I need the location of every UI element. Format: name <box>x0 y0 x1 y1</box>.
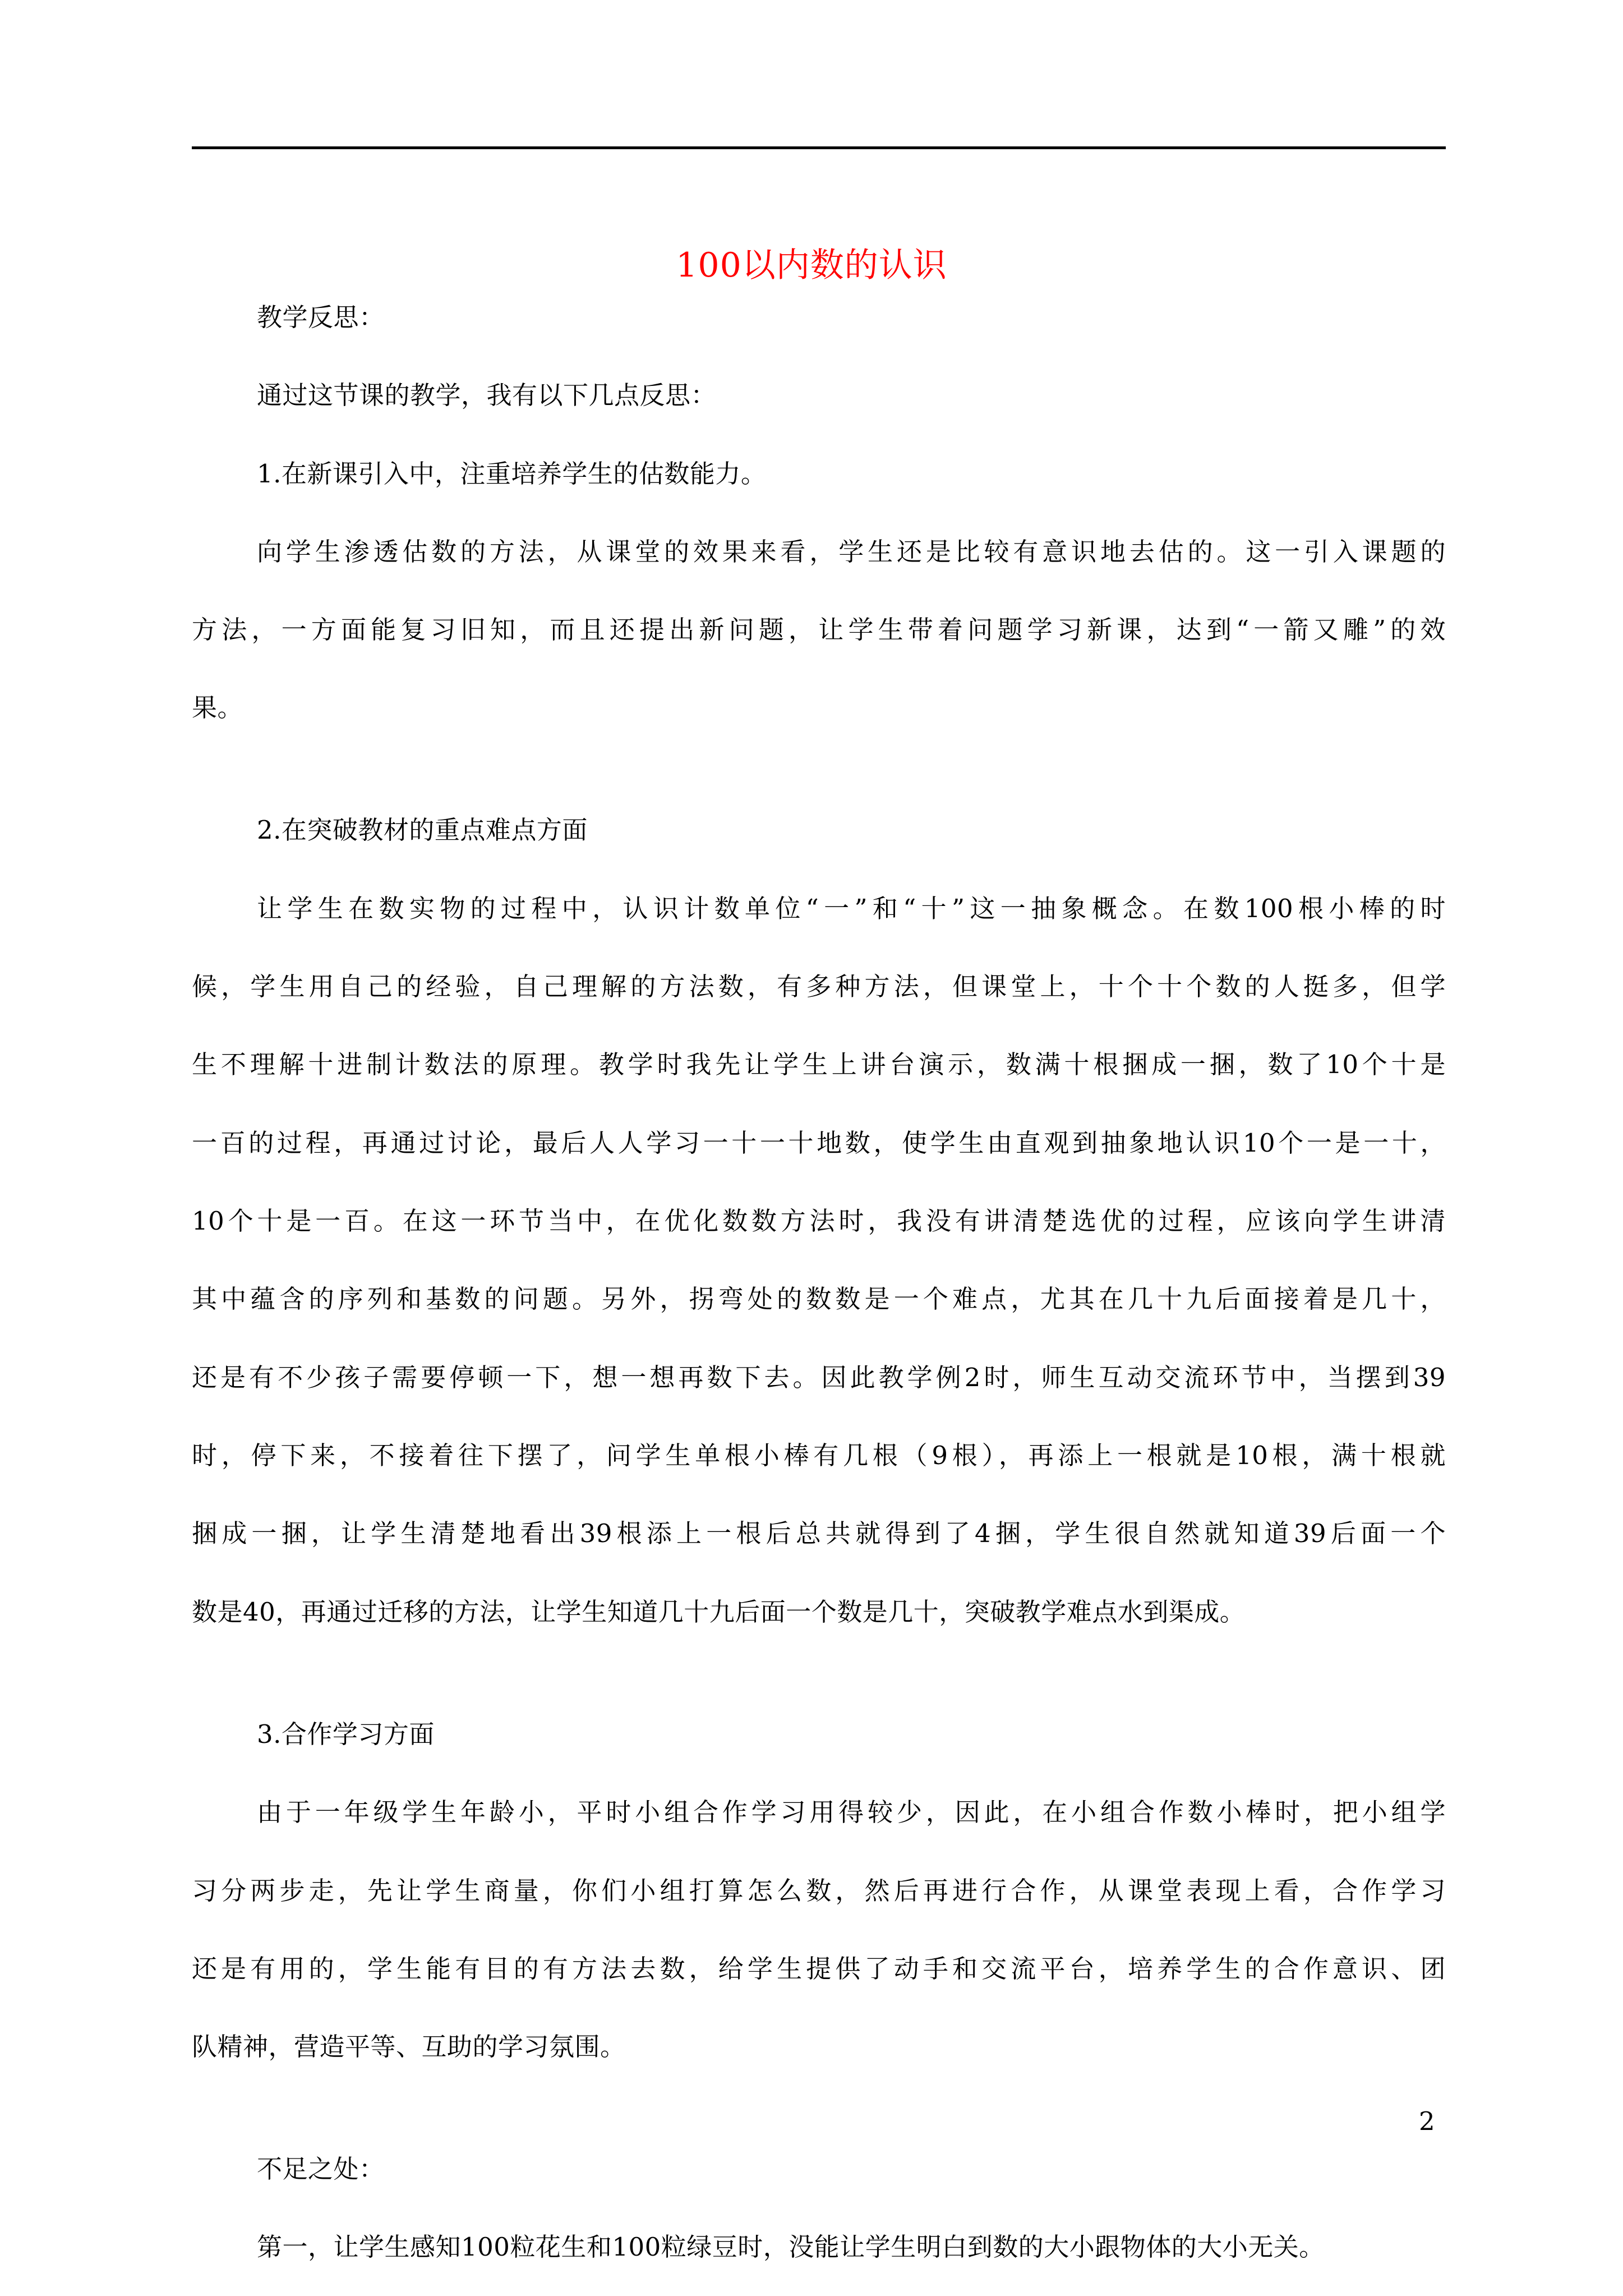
point-2-heading: 2.在突破教材的重点难点方面 <box>257 815 588 845</box>
paragraph-line: 由于一年级学生年龄小，平时小组合作学习用得较少，因此，在小组合作数小棒时，把小组学 <box>257 1797 1446 1827</box>
point-3-heading: 3.合作学习方面 <box>257 1719 435 1749</box>
paragraph-line: 队精神，营造平等、互助的学习氛围。 <box>192 2032 626 2062</box>
paragraph-line: 生不理解十进制计数法的原理。教学时我先让学生上讲台演示，数满十根捆成一捆，数了10个十是 <box>192 1050 1446 1079</box>
paragraph-line: 候，学生用自己的经验，自己理解的方法数，有多种方法，但课堂上，十个十个数的人挺多，但学 <box>192 972 1446 1001</box>
paragraph-line: 习分两步走，先让学生商量，你们小组打算怎么数，然后再进行合作，从课堂表现上看，合作学习 <box>192 1876 1446 1906</box>
paragraph-line: 还是有不少孩子需要停顿一下，想一想再数下去。因此教学例2时，师生互动交流环节中，当摆到39 <box>192 1363 1446 1392</box>
page-number: 2 <box>1419 2106 1435 2136</box>
paragraph-line: 向学生渗透估数的方法，从课堂的效果来看，学生还是比较有意识地去估的。这一引入课题的 <box>257 537 1446 567</box>
paragraph-line: 一百的过程，再通过讨论，最后人人学习一十一十地数，使学生由直观到抽象地认识10个一是一十， <box>192 1128 1446 1158</box>
paragraph-line: 10个十是一百。在这一环节当中，在优化数数方法时，我没有讲清楚选优的过程，应该向学生讲清 <box>192 1206 1446 1236</box>
paragraph-line: 第一，让学生感知100粒花生和100粒绿豆时，没能让学生明白到数的大小跟物体的大小无关。 <box>257 2232 1325 2262</box>
paragraph-line: 时，停下来，不接着往下摆了，问学生单根小棒有几根（9根），再添上一根就是10根，满十根就 <box>192 1441 1446 1470</box>
header-rule <box>192 146 1446 149</box>
point-1-heading: 1.在新课引入中，注重培养学生的估数能力。 <box>257 459 767 489</box>
section-heading-reflection: 教学反思： <box>257 302 385 332</box>
paragraph-line: 捆成一捆，让学生清楚地看出39根添上一根后总共就得到了4捆，学生很自然就知道39后面一个 <box>192 1519 1446 1548</box>
shortcomings-heading: 不足之处： <box>257 2154 385 2184</box>
paragraph-line: 其中蕴含的序列和基数的问题。另外，拐弯处的数数是一个难点，尤其在几十九后面接着是几十， <box>192 1284 1446 1314</box>
paragraph-line: 果。 <box>192 693 243 723</box>
document-title: 100以内数的认识 <box>676 246 947 285</box>
paragraph-line: 方法，一方面能复习旧知，而且还提出新问题，让学生带着问题学习新课，达到“一箭又雕”的效 <box>192 615 1446 645</box>
paragraph-line: 还是有用的，学生能有目的有方法去数，给学生提供了动手和交流平台，培养学生的合作意识、团 <box>192 1954 1446 1984</box>
paragraph-intro: 通过这节课的教学，我有以下几点反思： <box>257 380 717 410</box>
paragraph-line: 让学生在数实物的过程中，认识计数单位“一”和“十”这一抽象概念。在数100根小棒的时 <box>257 894 1446 923</box>
paragraph-line: 数是40，再通过迁移的方法，让学生知道几十九后面一个数是几十，突破教学难点水到渠成。 <box>192 1597 1246 1627</box>
